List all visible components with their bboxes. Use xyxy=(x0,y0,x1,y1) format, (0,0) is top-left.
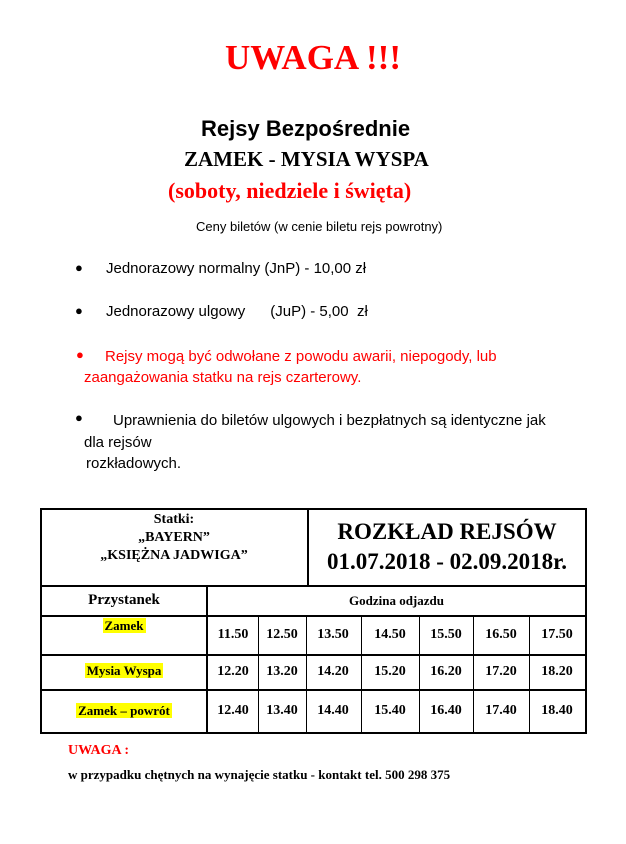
schedule-dates: 01.07.2018 - 02.09.2018r. xyxy=(326,549,567,574)
bullet-icon: ● xyxy=(75,260,83,275)
departure-time: 17.40 xyxy=(485,703,517,718)
price-item-normal: Jednorazowy normalny (JnP) - 10,00 zł xyxy=(106,260,367,277)
departure-time: 15.40 xyxy=(374,703,406,718)
departure-time: 16.50 xyxy=(485,627,517,642)
departure-time: 14.40 xyxy=(317,703,349,718)
table-row-label xyxy=(42,618,206,634)
discount-note-line1: Uprawnienia do biletów ulgowych i bezpłatnych są identyczne jak xyxy=(113,412,546,429)
departure-time: 16.20 xyxy=(430,664,462,679)
charter-contact-note: w przypadku chętnych na wynajęcie statku - kontakt tel. 500 298 375 xyxy=(68,767,451,782)
ships-label: Statki: xyxy=(153,512,195,527)
bullet-icon: ● xyxy=(75,410,83,425)
bullet-icon: ● xyxy=(76,347,84,362)
bullet-icon: ● xyxy=(75,303,83,318)
days-note: (soboty, niedziele i święta) xyxy=(168,178,412,203)
departure-time: 13.50 xyxy=(317,627,349,642)
departure-time: 12.40 xyxy=(217,703,249,718)
ship-name-ksiezna-jadwiga: „KSIĘŻNA JADWIGA” xyxy=(100,548,248,563)
column-header-stop: Przystanek xyxy=(88,592,160,608)
departure-time: 18.20 xyxy=(541,664,573,679)
subtitle-direct-cruises: Rejsy Bezpośrednie xyxy=(201,116,411,141)
page-title: UWAGA !!! xyxy=(225,38,401,77)
discount-note-line2: dla rejsów xyxy=(84,434,152,451)
cancellation-warning-line2: zaangażowania statku na rejs czarterowy. xyxy=(84,369,362,386)
departure-time: 11.50 xyxy=(217,627,249,642)
schedule-heading: ROZKŁAD REJSÓW xyxy=(337,519,557,544)
departure-time: 12.20 xyxy=(217,664,249,679)
cancellation-warning-line1: Rejsy mogą być odwołane z powodu awarii, niepogody, lub xyxy=(105,348,497,365)
route-title: ZAMEK - MYSIA WYSPA xyxy=(184,147,429,171)
departure-time: 15.50 xyxy=(430,627,462,642)
departure-time: 13.20 xyxy=(266,664,298,679)
column-header-departure: Godzina odjazdu xyxy=(349,593,444,608)
prices-caption: Ceny biletów (w cenie biletu rejs powrotny) xyxy=(196,219,443,234)
table-row-label xyxy=(42,663,206,679)
departure-time: 12.50 xyxy=(266,627,298,642)
table-row-label xyxy=(42,703,206,719)
footer-warning-label: UWAGA : xyxy=(68,743,130,758)
discount-note-line3: rozkładowych. xyxy=(86,455,182,472)
departure-time: 17.50 xyxy=(541,627,573,642)
stop-name: Mysia Wyspa xyxy=(86,663,162,678)
price-item-reduced: Jednorazowy ulgowy (JuP) - 5,00 zł xyxy=(106,303,368,320)
departure-time: 13.40 xyxy=(266,703,298,718)
ship-name-bayern: „BAYERN” xyxy=(138,530,210,545)
stop-name: Zamek – powrót xyxy=(78,703,170,718)
departure-time: 15.20 xyxy=(374,664,406,679)
departure-time: 18.40 xyxy=(541,703,573,718)
departure-time: 14.50 xyxy=(374,627,406,642)
departure-time: 14.20 xyxy=(317,664,349,679)
departure-time: 16.40 xyxy=(430,703,462,718)
departure-time: 17.20 xyxy=(485,664,517,679)
stop-name: Zamek xyxy=(104,618,144,633)
